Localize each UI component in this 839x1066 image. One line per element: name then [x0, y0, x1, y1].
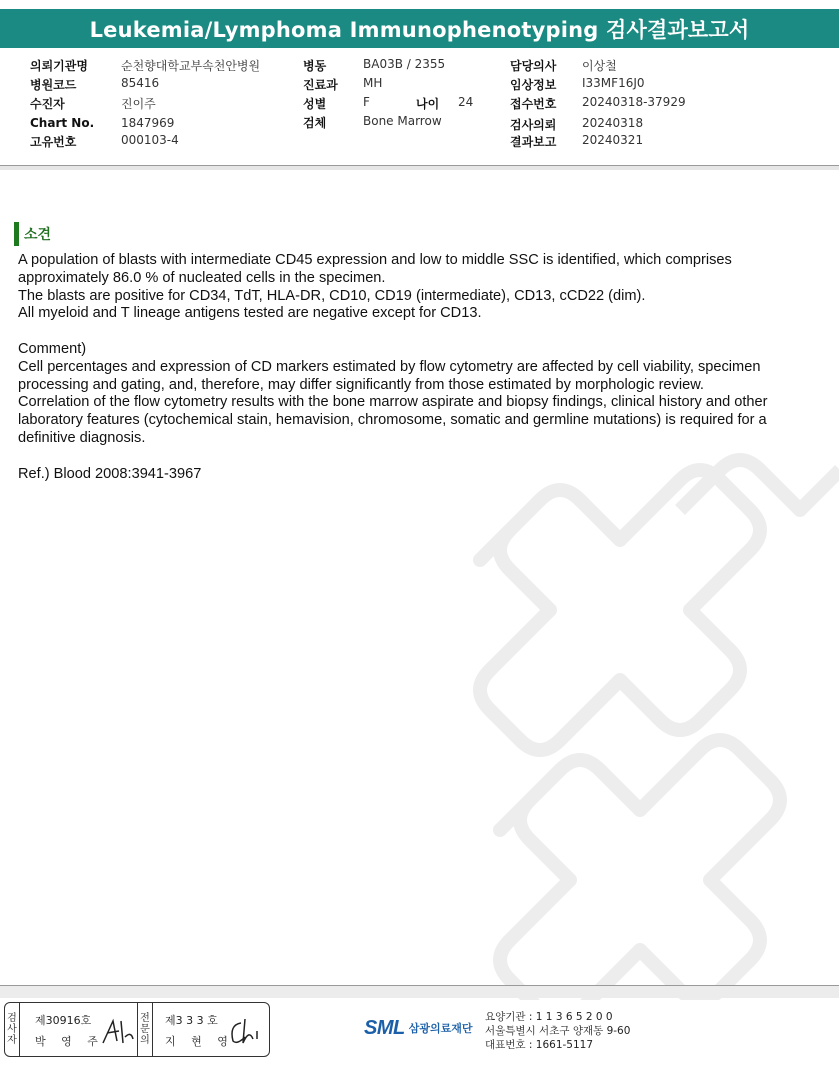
hospital-code-value: 85416 — [121, 76, 160, 90]
comment-heading: Comment) — [18, 340, 87, 357]
examiner-name: 박 영 주 — [35, 1035, 104, 1048]
chart-no-label: Chart No. — [30, 116, 95, 130]
chart-no-value: 1847969 — [121, 116, 175, 130]
ward-value: BA03B / 2355 — [363, 57, 446, 71]
sex-label: 성별 — [303, 97, 327, 111]
findings-body — [18, 252, 818, 483]
watermark-cross-icon — [380, 440, 839, 1000]
age-value: 24 — [458, 95, 474, 109]
signature-box — [4, 1002, 270, 1057]
sml-logo-mark: SML — [364, 1016, 405, 1039]
requesting-institution-value: 순천향대학교부속천안병원 — [121, 59, 261, 73]
receipt-no-value: 20240318-37929 — [582, 95, 686, 109]
finding-line: A population of blasts with intermediate CD45 expression and low to middle SSC is identified, which comprises approximately 86.0 % of nucleated cells in the specimen. — [18, 252, 732, 286]
provider-number: 요양기관 : 1 1 3 6 5 2 0 0 — [485, 1011, 613, 1023]
organization-name: 삼광의료재단 — [408, 1022, 473, 1035]
physician-label: 담당의사 — [510, 59, 557, 73]
specialist-vertical-label: 전 문 의 — [137, 1003, 153, 1056]
specialist-name: 지 현 영 — [165, 1035, 234, 1048]
request-date-label: 검사의뢰 — [510, 118, 557, 132]
examiner-vertical-label: 검 사 자 — [5, 1003, 20, 1056]
clinical-info-label: 임상정보 — [510, 78, 557, 92]
request-date-value: 20240318 — [582, 116, 644, 130]
finding-line: The blasts are positive for CD34, TdT, HLA-DR, CD10, CD19 (intermediate), CD13, cCD22 (dim). — [18, 287, 646, 304]
patient-info-block — [0, 52, 839, 164]
main-phone: 대표번호 : 1661-5117 — [485, 1039, 594, 1051]
physician-value: 이상철 — [582, 59, 617, 73]
report-title: Leukemia/Lymphoma Immunophenotyping 검사결과보고서 — [0, 9, 839, 48]
specialist-license: 제3 3 3 호 — [165, 1014, 218, 1027]
age-label: 나이 — [416, 97, 440, 111]
address-line: 서울특별시 서초구 양재동 9-60 — [485, 1025, 631, 1037]
examiner-license: 제30916호 — [35, 1014, 92, 1027]
footer-divider-shade — [0, 986, 839, 998]
specimen-value: Bone Marrow — [363, 114, 442, 128]
ward-label: 병동 — [303, 59, 327, 73]
hospital-code-label: 병원코드 — [30, 78, 77, 92]
header-divider-shade — [0, 166, 839, 170]
department-label: 진료과 — [303, 78, 338, 92]
requesting-institution-label: 의뢰기관명 — [30, 59, 88, 73]
comment-line: Cell percentages and expression of CD markers estimated by flow cytometry are affected by cell viability, specimen processing and gating, and, therefore, may differ significantly from those estimated by morphologic review. — [18, 358, 761, 393]
receipt-no-label: 접수번호 — [510, 97, 557, 111]
clinical-info-value: I33MF16J0 — [582, 76, 645, 90]
reference: Ref.) Blood 2008:3941-3967 — [18, 465, 202, 482]
specialist-signature-icon — [227, 1015, 265, 1049]
organization-address — [485, 1010, 630, 1052]
unique-id-label: 고유번호 — [30, 135, 77, 149]
unique-id-value: 000103-4 — [121, 133, 179, 147]
report-header — [0, 0, 839, 58]
findings-section-title: 소견 — [14, 222, 51, 246]
patient-name-value: 진이주 — [121, 97, 156, 111]
finding-line: All myeloid and T lineage antigens tested are negative except for CD13. — [18, 305, 482, 322]
patient-name-label: 수진자 — [30, 97, 65, 111]
sex-value: F — [363, 95, 370, 109]
comment-line: Correlation of the flow cytometry results with the bone marrow aspirate and biopsy findings, clinical history and other laboratory features (cytochemical stain, hemavision, chromosome, somatic and germline mutations) is required for a definitive diagnosis. — [18, 394, 768, 446]
report-date-value: 20240321 — [582, 133, 644, 147]
specimen-label: 검체 — [303, 116, 327, 130]
sml-logo — [364, 1010, 472, 1046]
examiner-signature-icon — [101, 1017, 135, 1047]
report-date-label: 결과보고 — [510, 135, 557, 149]
department-value: MH — [363, 76, 383, 90]
